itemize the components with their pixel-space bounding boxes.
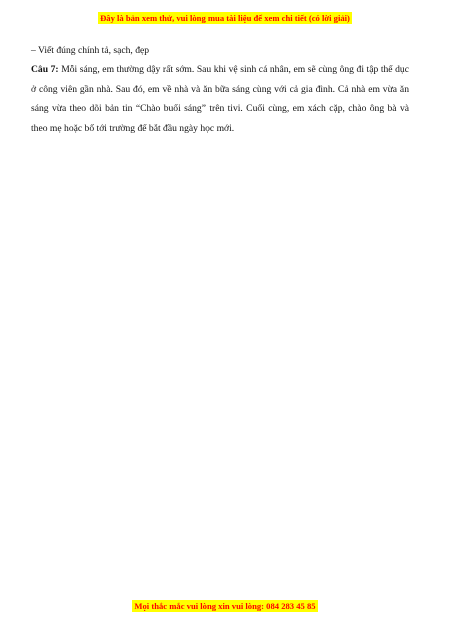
document-body [31,41,409,138]
preview-notice-banner [0,13,450,23]
question-label: Câu 7: [31,64,59,76]
contact-footer-banner [0,601,450,611]
requirement-line: – Viết đúng chính tả, sạch, đẹp [31,45,150,56]
contact-footer-text: Mọi thắc mắc vui lòng xin vui lòng: 084 283 45 85 [134,601,316,611]
answer-text: Mỗi sáng, em thường dậy rất sớm. Sau khi vệ sinh cá nhân, em sẽ cùng ông đi tập thể dục ở công viên gần nhà. Sau đó, em về nhà và ăn bữa sáng cùng với cả gia đình. Cả nhà em vừa ăn sáng vừa theo dõi bản tin “Chào buổi sáng” trên tivi. Cuối cùng, em xách cặp, chào ông bà và theo mẹ hoặc bố tới trường để bắt đầu ngày học mới. [31,64,409,134]
preview-notice-text: Đây là bản xem thử, vui lòng mua tài liệu để xem chi tiết (có lời giải) [100,13,350,23]
answer-paragraph [31,60,409,138]
